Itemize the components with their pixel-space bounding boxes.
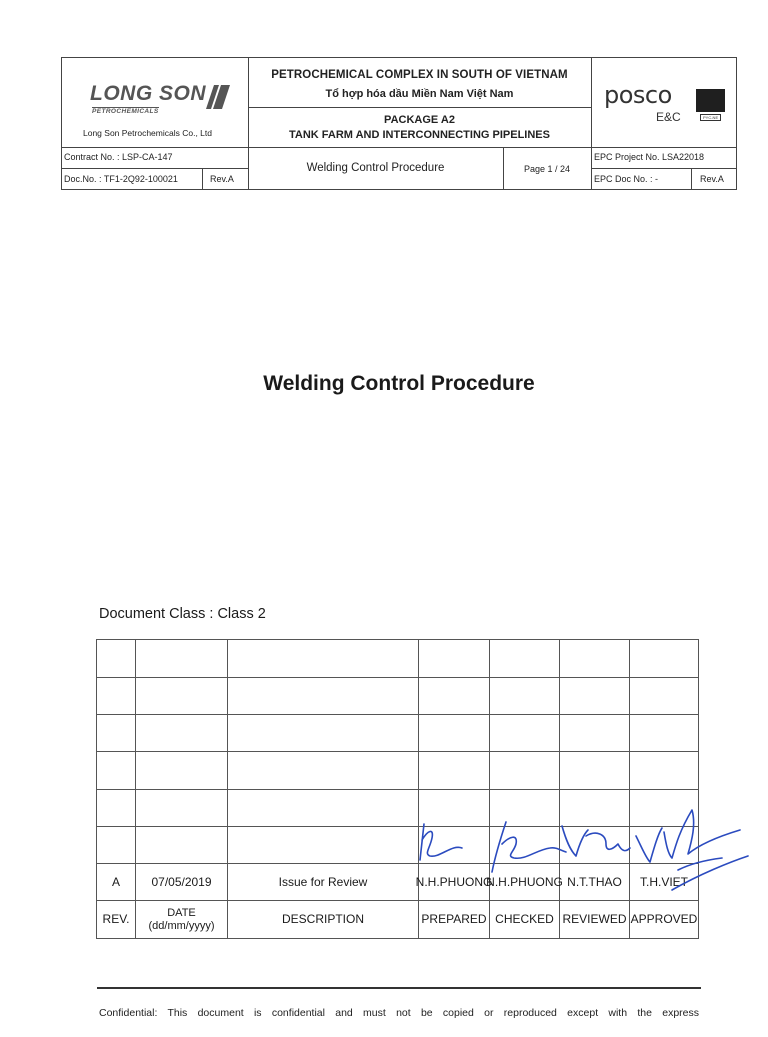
- table-header-reviewed: REVIEWED: [562, 912, 627, 926]
- document-class: Document Class : Class 2: [99, 606, 266, 622]
- table-header-checked: CHECKED: [495, 912, 554, 926]
- epc-revision: Rev.A: [700, 174, 724, 184]
- package-label: PACKAGE A2: [384, 114, 455, 126]
- table-header-description: DESCRIPTION: [281, 912, 364, 926]
- epc-project-number: EPC Project No. LSA22018: [594, 152, 705, 162]
- client-company-name: Long Son Petrochemicals Co., Ltd: [83, 128, 212, 138]
- table-header-prepared: PREPARED: [421, 912, 487, 926]
- header-rule: [691, 168, 692, 189]
- package-scope: TANK FARM AND INTERCONNECTING PIPELINES: [289, 129, 550, 141]
- document-header: [61, 57, 737, 190]
- table-cell-date: 07/05/2019: [151, 874, 212, 889]
- project-title-en: PETROCHEMICAL COMPLEX IN SOUTH OF VIETNAM: [271, 69, 568, 81]
- table-cell-description: Issue for Review: [278, 874, 368, 889]
- header-rule: [202, 168, 203, 189]
- checked-signature: [492, 822, 566, 872]
- footer-rule: [97, 987, 701, 989]
- confidentiality-notice: Confidential: This document is confidential and must not be copied or reproduced except with the express: [99, 1007, 699, 1019]
- posco-logo: posco E&C PYC-NE: [604, 81, 728, 125]
- table-row-rule: [97, 789, 698, 790]
- table-cell-prepared: N.H.PHUONG: [415, 874, 493, 889]
- table-row-rule: [97, 714, 698, 715]
- table-row-rule: [97, 751, 698, 752]
- contract-number: Contract No. : LSP-CA-147: [64, 152, 173, 162]
- project-title-vi: Tổ hợp hóa dầu Miền Nam Việt Nam: [325, 88, 514, 100]
- page-number: Page 1 / 24: [523, 164, 571, 174]
- prepared-signature: [420, 824, 462, 860]
- header-rule: [62, 168, 248, 169]
- approved-signature: [636, 810, 748, 890]
- signatures: [410, 800, 750, 900]
- table-cell-rev: A: [111, 874, 120, 889]
- header-rule: [591, 58, 592, 189]
- epc-document-number: EPC Doc No. : -: [594, 174, 659, 184]
- table-header-approved: APPROVED: [630, 912, 698, 926]
- header-rule: [591, 168, 736, 169]
- posco-emblem-icon: [696, 89, 725, 112]
- table-header-date: DATE (dd/mm/yyyy): [148, 906, 215, 932]
- reviewed-signature: [562, 826, 630, 856]
- table-cell-checked: N.H.PHUONG: [486, 874, 563, 889]
- header-doc-title: Welding Control Procedure: [306, 162, 445, 174]
- document-number: Doc.No. : TF1-2Q92-100021: [64, 174, 178, 184]
- long-son-logo: LONG SON PETROCHEMICALS: [90, 82, 230, 116]
- table-row-rule: [97, 677, 698, 678]
- table-cell-reviewed: N.T.THAO: [567, 874, 622, 889]
- logo-stripes-icon: [206, 85, 230, 109]
- document-title: Welding Control Procedure: [263, 372, 535, 395]
- table-cell-approved: T.H.VIET: [639, 874, 688, 889]
- table-header-rev: REV.: [102, 912, 130, 926]
- header-rule: [248, 107, 591, 108]
- document-revision: Rev.A: [210, 174, 234, 184]
- header-rule: [62, 147, 736, 148]
